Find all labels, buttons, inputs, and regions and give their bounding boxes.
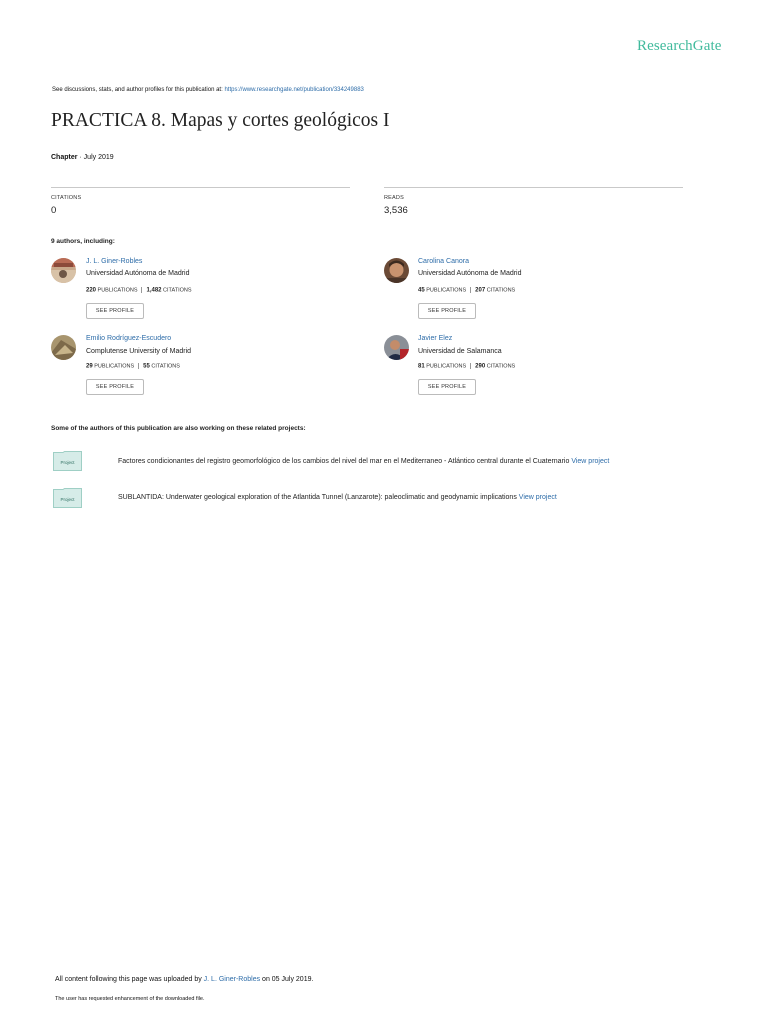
citation-count: 290 xyxy=(475,363,486,370)
stats-separator xyxy=(470,287,471,293)
author-name-link[interactable]: J. L. Giner-Robles xyxy=(86,258,143,265)
discussion-text: See discussions, stats, and author profiles for this publication at: xyxy=(52,87,223,93)
see-profile-button[interactable]: SEE PROFILE xyxy=(86,303,144,319)
citations-label: CITATIONS xyxy=(486,363,516,370)
publications-label: PUBLICATIONS xyxy=(426,363,467,370)
project-icon[interactable] xyxy=(53,451,82,476)
project-title: Factores condicionantes del registro geomorfológico de los cambios del nivel del mar en el Mediterraneo - Atlántico central durante el Cuaternario xyxy=(118,458,570,465)
citations-label: CITATIONS xyxy=(163,287,192,294)
project-row xyxy=(118,458,609,465)
reads-value: 3,536 xyxy=(384,205,408,216)
publication-count: 29 xyxy=(86,363,93,370)
citations-label: CITATIONS xyxy=(151,363,180,370)
publications-label: PUBLICATIONS xyxy=(97,287,138,294)
uploader-link[interactable]: J. L. Giner-Robles xyxy=(203,976,261,983)
publication-url-link[interactable]: https://www.researchgate.net/publication/334249883 xyxy=(224,87,364,93)
publication-count: 81 xyxy=(418,363,425,370)
enhancement-note: The user has requested enhancement of the downloaded file. xyxy=(55,996,205,1002)
publication-count: 220 xyxy=(86,287,97,294)
researchgate-logo[interactable]: ResearchGate xyxy=(637,38,722,54)
citations-value: 0 xyxy=(51,205,57,216)
avatar-image xyxy=(51,258,76,283)
folder-icon xyxy=(53,488,82,508)
avatar-image xyxy=(51,335,76,360)
see-profile-button[interactable]: SEE PROFILE xyxy=(418,303,476,319)
author-avatar[interactable] xyxy=(51,335,76,360)
stats-separator xyxy=(138,363,139,369)
author-affiliation: Universidad Autónoma de Madrid xyxy=(418,270,522,277)
publication-date: · July 2019 xyxy=(79,154,114,161)
author-name-link[interactable]: Emilio Rodríguez-Escudero xyxy=(86,335,172,342)
authors-heading: 9 authors, including: xyxy=(51,238,115,245)
stats-separator xyxy=(470,363,471,369)
divider xyxy=(384,187,683,188)
project-row xyxy=(118,494,557,501)
citation-count: 1,482 xyxy=(146,287,162,294)
avatar-image xyxy=(384,335,409,360)
author-affiliation: Complutense University of Madrid xyxy=(86,348,192,355)
upload-prefix: All content following this page was uploaded by xyxy=(55,976,202,983)
view-project-link[interactable]: View project xyxy=(571,458,610,465)
citations-label: CITATIONS xyxy=(486,287,516,294)
author-affiliation: Universidad Autónoma de Madrid xyxy=(86,270,190,277)
project-icon-label: Project xyxy=(60,460,75,465)
author-stats xyxy=(86,363,180,369)
reads-label: READS xyxy=(384,195,404,201)
author-avatar[interactable] xyxy=(384,335,409,360)
see-profile-button[interactable]: SEE PROFILE xyxy=(86,379,144,395)
avatar-image xyxy=(384,258,409,283)
publications-label: PUBLICATIONS xyxy=(426,287,467,294)
author-name-link[interactable]: Javier Elez xyxy=(418,335,453,342)
author-avatar[interactable] xyxy=(384,258,409,283)
publications-label: PUBLICATIONS xyxy=(94,363,135,370)
project-icon[interactable] xyxy=(53,488,82,513)
project-icon-label: Project xyxy=(60,497,75,502)
project-title: SUBLANTIDA: Underwater geological exploration of the Atlantida Tunnel (Lanzarote): paleoclimatic and geodynamic implications xyxy=(118,494,517,501)
divider xyxy=(51,187,350,188)
upload-date: on 05 July 2019. xyxy=(262,976,314,983)
upload-info xyxy=(55,976,313,983)
related-projects-heading: Some of the authors of this publication are also working on these related projects: xyxy=(51,425,306,432)
author-stats xyxy=(418,287,515,293)
author-avatar[interactable] xyxy=(51,258,76,283)
citation-count: 55 xyxy=(143,363,150,370)
stats-separator xyxy=(141,287,142,293)
citations-label: CITATIONS xyxy=(51,195,82,201)
author-stats xyxy=(418,363,515,369)
publication-title: PRACTICA 8. Mapas y cortes geológicos I xyxy=(51,110,390,131)
view-project-link[interactable]: View project xyxy=(518,494,557,501)
see-profile-button[interactable]: SEE PROFILE xyxy=(418,379,476,395)
publication-type: Chapter xyxy=(51,154,78,161)
discussion-line xyxy=(52,87,364,93)
citation-count: 207 xyxy=(475,287,486,294)
author-affiliation: Universidad de Salamanca xyxy=(418,348,502,355)
publication-meta xyxy=(51,154,114,161)
publication-count: 45 xyxy=(418,287,425,294)
author-stats xyxy=(86,287,192,293)
author-name-link[interactable]: Carolina Canora xyxy=(418,258,469,265)
folder-icon xyxy=(53,451,82,471)
